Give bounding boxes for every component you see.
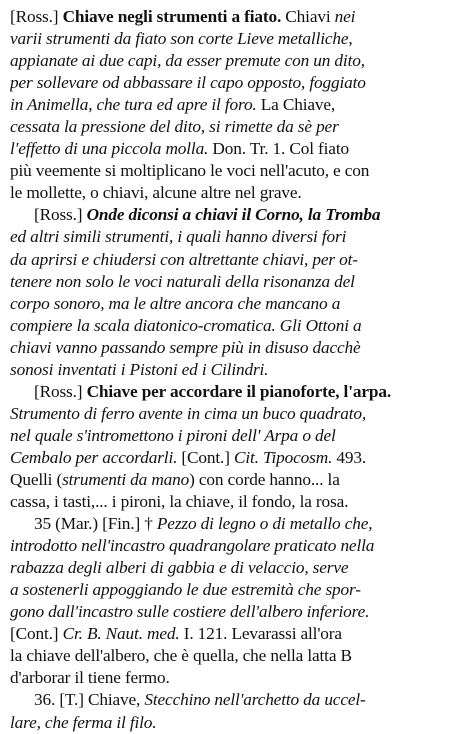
text-run: Quelli ( <box>10 469 63 489</box>
text-run: Onde diconsi a chiavi il Corno, la Tromba <box>86 205 381 225</box>
text-line <box>10 204 466 226</box>
text-run: per sollevare od abbassare il capo opposto, foggiato <box>10 73 366 93</box>
text-run: d'arborar il tiene fermo. <box>10 668 170 688</box>
text-line <box>10 116 466 138</box>
text-run: Stecchino nell'archetto da uccel- <box>144 690 366 710</box>
text-line <box>10 28 466 50</box>
text-run: [Ross.] <box>34 381 87 401</box>
text-line <box>10 72 466 94</box>
text-run: lare, che ferma il filo. <box>10 712 157 732</box>
text-run: ) con corde hanno... la <box>189 469 340 489</box>
text-line <box>10 6 466 28</box>
text-run: Cembalo per accordarli. <box>10 447 178 467</box>
text-run: le mollette, o chiavi, alcune altre nel grave. <box>10 183 302 203</box>
text-run: Strumento di ferro avente in cima un buco quadrato, <box>10 403 367 423</box>
text-line <box>10 645 466 667</box>
text-run: varii strumenti da fiato son corte Lieve metalliche, <box>10 29 353 49</box>
text-run: in Animella, che tura ed apre il foro. <box>10 95 257 115</box>
text-line <box>10 226 466 248</box>
text-run: nei <box>334 7 356 26</box>
text-line <box>10 425 466 447</box>
text-run: sonosi inventati i Pistoni ed i Cilindri. <box>10 359 269 379</box>
text-line <box>10 138 466 160</box>
text-run: Chiavi <box>281 7 335 26</box>
text-line <box>10 315 466 337</box>
text-line <box>10 689 466 711</box>
text-run: cessata la pressione del dito, si rimette da sè per <box>10 117 339 137</box>
text-run: Pezzo di legno o di metallo che, <box>156 514 373 534</box>
text-run: 36. [T.] Chiave, <box>34 690 145 710</box>
text-run: chiavi vanno passando sempre più in disuso dacchè <box>10 337 361 357</box>
text-run: Cit. Tipocosm. <box>234 447 333 467</box>
text-run: corpo sonoro, ma le altre ancora che mancano a <box>10 293 341 313</box>
text-run: più veemente si moltiplicano le voci nell'acuto, e con <box>10 161 370 181</box>
text-run: da aprirsi e chiudersi con altrettante chiavi, per ot- <box>10 249 358 269</box>
text-run: Don. Tr. 1. Col fiato <box>208 139 349 159</box>
text-run: la chiave dell'albero, che è quella, che nella latta B <box>10 646 352 666</box>
text-run: compiere la scala diatonico-cromatica. Gli Ottoni a <box>10 315 362 335</box>
text-run: Chiave per accordare il pianoforte, l'arpa. <box>86 381 391 401</box>
text-line <box>10 447 466 469</box>
text-line <box>10 359 466 381</box>
text-line <box>10 293 466 315</box>
text-line <box>10 249 466 271</box>
text-run: cassa, i tasti,... i pironi, la chiave, il fondo, la rosa. <box>10 492 349 512</box>
text-line <box>10 381 466 403</box>
text-line <box>10 579 466 601</box>
text-run: ed altri simili strumenti, i quali hanno diversi fori <box>10 227 347 247</box>
text-run: l'effetto di una piccola molla. <box>10 139 209 159</box>
text-line <box>10 94 466 116</box>
text-run: 35 (Mar.) [Fin.] † <box>34 514 157 534</box>
text-run: I. 121. Levarassi all'ora <box>179 624 342 644</box>
text-run: introdotto nell'incastro quadrangolare praticato nella <box>10 536 375 556</box>
text-line <box>10 513 466 535</box>
text-run: a sostenerli appoggiando le due estremità che spor- <box>10 580 361 600</box>
text-run: [Cont.] <box>177 447 234 467</box>
text-run: [Ross.] <box>10 7 63 26</box>
text-line <box>10 623 466 645</box>
text-line <box>10 469 466 491</box>
text-run: nel quale s'intromettono i pironi dell' Arpa o del <box>10 425 336 445</box>
text-run: [Cont.] <box>10 624 63 644</box>
text-line <box>10 557 466 579</box>
text-run: Chiave negli strumenti a fiato. <box>62 7 282 26</box>
text-line <box>10 403 466 425</box>
text-run: appianate ai due capi, da esser premute con un dito, <box>10 51 365 71</box>
text-run: tenere non solo le voci naturali della risonanza del <box>10 271 355 291</box>
text-line <box>10 535 466 557</box>
text-run: 493. <box>332 447 367 467</box>
text-line <box>10 271 466 293</box>
text-run: rabazza degli alberi di gabbia e di velaccio, serve <box>10 558 349 578</box>
text-run: strumenti da mano <box>62 469 190 489</box>
text-line <box>10 50 466 72</box>
text-line <box>10 601 466 623</box>
text-run: La Chiave, <box>256 95 336 115</box>
text-run: gono dall'incastro sulle costiere dell'albero inferiore. <box>10 602 370 622</box>
text-line <box>10 182 466 204</box>
text-line <box>10 667 466 689</box>
text-run: [Ross.] <box>34 205 87 225</box>
text-line <box>10 712 466 734</box>
text-line <box>10 491 466 513</box>
text-line <box>10 160 466 182</box>
dictionary-entry-text <box>10 6 466 734</box>
text-run: Cr. B. Naut. med. <box>62 624 180 644</box>
text-line <box>10 337 466 359</box>
